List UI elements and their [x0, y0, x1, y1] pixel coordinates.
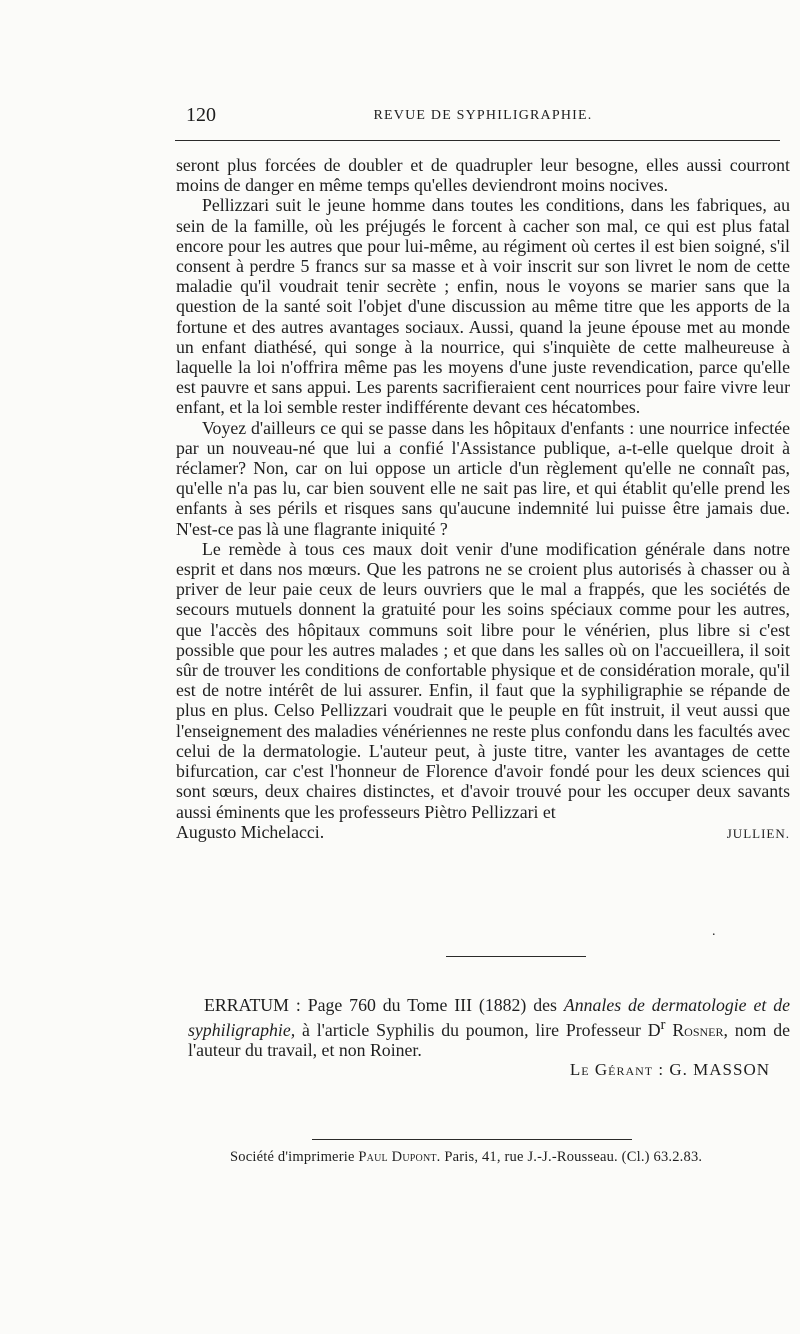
manager-name: G. MASSON [669, 1060, 770, 1079]
manager-separator: : [653, 1060, 670, 1079]
body-paragraph: Voyez d'ailleurs ce qui se passe dans les hôpitaux d'enfants : une nourrice infectée par un nouveau-né que lui a confié l'Assistance publique, a-t-elle quelque droit à réclamer? Non, car on lui oppose un article d'un règlement qu'elle ne connaît pas, qu'elle n'a pas lu, car bien souvent elle ne sait pas lire, et qui établit qu'elle prend les enfants à ses périls et risques sans qu'aucune indemnité lui puisse être jamais due. N'est-ce pas là une flagrante iniquité ? [176, 417, 790, 539]
erratum-text: nom de l'auteur du travail, et non Roiner. [188, 1020, 790, 1061]
header-rule [175, 140, 780, 141]
section-rule [446, 956, 586, 957]
body-paragraph: Le remède à tous ces maux doit venir d'une modification générale dans notre esprit et dans nos mœurs. Que les patrons ne se croient plus autorisés à chasser ou à priver de leur paie ceux de leurs ouvriers que le mal a frappés, que les sociétés de secours mutuels donnent la gratuité pour les soins spéciaux comme pour les autres, que l'accès des hôpitaux communs soit libre pour le vénérien, plus libre si c'est possible que pour les autres malades ; et que dans les salles où on l'accueillera, il soit sûr de trouver les conditions de confortable physique et de considération morale, qu'il est de notre intérêt de lui assurer. Enfin, il faut que la syphiligraphie se répande de plus en plus. Celso Pellizzari voudrait que le peuple en fût instruit, il veut aussi que l'enseignement des maladies vénériennes ne reste plus confondu dans les facultés avec celui de la dermatologie. L'auteur peut, à juste titre, vanter les avantages de cette bifurcation, car c'est l'honneur de Florence d'avoir fondé pour les deux sciences qui sont sœurs, deux chaires distinctes, et d'avoir trouvé pour les occuper deux savants aussi éminents que les professeurs Piètro Pellizzari et [176, 538, 790, 822]
footer-rule [312, 1139, 632, 1140]
journal-title: Annales de dermatologie et de syphiligraphie, [188, 995, 790, 1041]
superscript: r [660, 1017, 666, 1034]
manager-label: Le Gérant [569, 1060, 654, 1079]
erratum-text: Page 760 du Tome III (1882) des [300, 995, 564, 1015]
decorative-dot: . [712, 924, 716, 939]
imprint-address: Paris, 41, rue J.-J.-Rousseau. (Cl.) 63.2.83. [440, 1149, 703, 1165]
printer-imprint [230, 1149, 770, 1166]
imprint-prefix: Société d'imprimerie [230, 1149, 359, 1165]
erratum-text: à l'article Syphilis du poumon, lire Professeur D [295, 1020, 661, 1041]
erratum-note [188, 995, 790, 1061]
body-paragraph: Pellizzari suit le jeune homme dans toutes les conditions, dans les fabriques, au sein de la famille, où les préjugés le forcent à cacher son mal, ce qui est plus fatal encore pour les autres que pour lui-même, au régiment où certes il est bien soigné, s'il consent à perdre 5 francs sur sa masse et à voir inscrit sur son livret le nom de cette maladie qu'il voudrait tenir secrète ; enfin, nous le voyons se marier sans que la question de la santé soit l'objet d'une discussion au même titre que les apports de la fortune et des autres avantages sociaux. Aussi, quand la jeune épouse met au monde un enfant diathésé, qui songe à la nourrice, qui s'inquiète de cette malheureuse à laquelle la loi n'offrira même pas les moyens d'une juste revendication, parce qu'elle est pauvre et sans appui. Les parents sacrifieraient cent nourrices pour faire vivre leur enfant, et la loi semble rester indifférente devant ces hécatombes. [176, 195, 790, 418]
printer-name: Paul Dupont. [358, 1149, 441, 1165]
signoff-line [176, 822, 790, 844]
running-title: REVUE DE SYPHILIGRAPHIE. [373, 108, 593, 123]
erratum-paragraph [188, 995, 790, 1061]
page-header [186, 104, 780, 130]
body-paragraph: seront plus forcées de doubler et de quadrupler leur besogne, elles aussi courront moins de danger en même temps qu'elles deviendront moins nocives. [176, 155, 790, 196]
author-name: Rosner, [672, 1020, 728, 1041]
author-signature: JULLIEN. [726, 825, 790, 841]
manager-line [570, 1060, 770, 1080]
article-body [176, 155, 790, 844]
erratum-label: ERRATUM : [204, 995, 301, 1015]
signoff-text: Augusto Michelacci. [176, 821, 325, 842]
page-number: 120 [186, 104, 216, 126]
